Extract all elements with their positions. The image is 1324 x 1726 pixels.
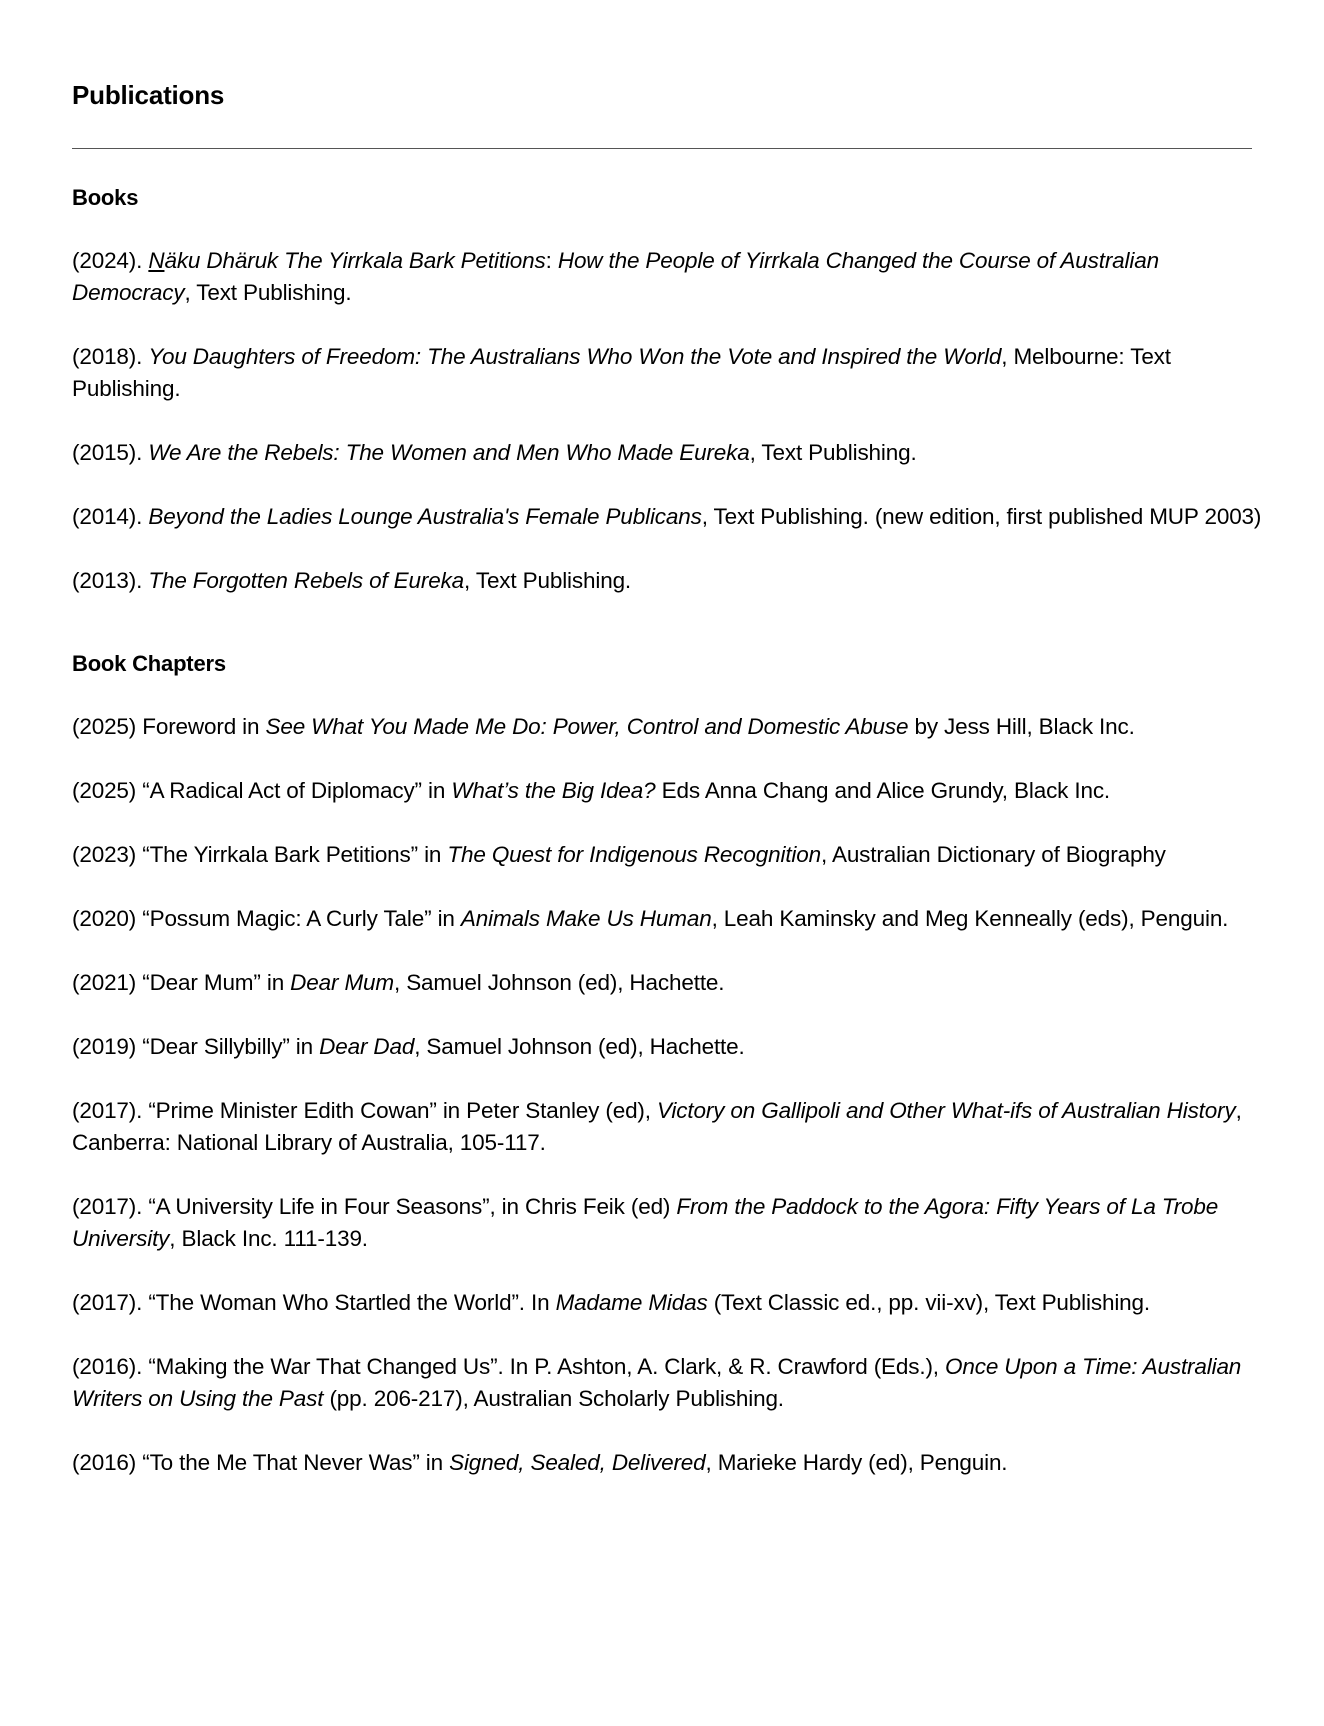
book-entry: (2014). Beyond the Ladies Lounge Australia's Female Publicans, Text Publishing. (new edition, first published MUP 2003) — [72, 504, 1262, 529]
chapter-entry: (2023) “The Yirrkala Bark Petitions” in The Quest for Indigenous Recognition, Australian Dictionary of Biography — [72, 842, 1166, 867]
chapter-entry: (2017). “The Woman Who Startled the World”. In Madame Midas (Text Classic ed., pp. vii-xv), Text Publishing. — [72, 1290, 1150, 1315]
books-list — [72, 245, 1262, 597]
page-title: Publications — [72, 80, 225, 110]
chapter-entry: (2020) “Possum Magic: A Curly Tale” in Animals Make Us Human, Leah Kaminsky and Meg Kenneally (eds), Penguin. — [72, 906, 1229, 931]
book-entry: (2013). The Forgotten Rebels of Eureka, Text Publishing. — [72, 568, 632, 593]
book-chapters-list — [72, 711, 1252, 1479]
chapter-entry: (2021) “Dear Mum” in Dear Mum, Samuel Johnson (ed), Hachette. — [72, 970, 725, 995]
chapter-entry: (2016). “Making the War That Changed Us”. In P. Ashton, A. Clark, & R. Crawford (Eds.), Once Upon a Time: Australian Writers on Using the Past (pp. 206-217), Australian Scholarly Publishing. — [72, 1354, 1242, 1411]
title-divider — [72, 148, 1252, 149]
chapter-entry: (2016) “To the Me That Never Was” in Signed, Sealed, Delivered, Marieke Hardy (ed), Penguin. — [72, 1450, 1008, 1475]
chapter-entry: (2017). “Prime Minister Edith Cowan” in Peter Stanley (ed), Victory on Gallipoli and Other What-ifs of Australian History, Canberra: National Library of Australia, 105-117. — [72, 1098, 1242, 1155]
book-entry: (2015). We Are the Rebels: The Women and Men Who Made Eureka, Text Publishing. — [72, 440, 917, 465]
books-heading: Books — [72, 185, 139, 210]
book-entry: (2018). You Daughters of Freedom: The Australians Who Won the Vote and Inspired the World, Melbourne: Text Publishing. — [72, 344, 1171, 401]
book-chapters-heading: Book Chapters — [72, 651, 226, 676]
chapter-entry: (2017). “A University Life in Four Seasons”, in Chris Feik (ed) From the Paddock to the Agora: Fifty Years of La Trobe University, Black Inc. 111-139. — [72, 1194, 1219, 1251]
chapter-entry: (2025) Foreword in See What You Made Me Do: Power, Control and Domestic Abuse by Jess Hill, Black Inc. — [72, 714, 1135, 739]
chapter-entry: (2025) “A Radical Act of Diplomacy” in What’s the Big Idea? Eds Anna Chang and Alice Grundy, Black Inc. — [72, 778, 1111, 803]
chapter-entry: (2019) “Dear Sillybilly” in Dear Dad, Samuel Johnson (ed), Hachette. — [72, 1034, 745, 1059]
book-entry: (2024). Näku Dhäruk The Yirrkala Bark Petitions: How the People of Yirrkala Changed the Course of Australian Democracy, Text Publishing. — [72, 248, 1159, 305]
